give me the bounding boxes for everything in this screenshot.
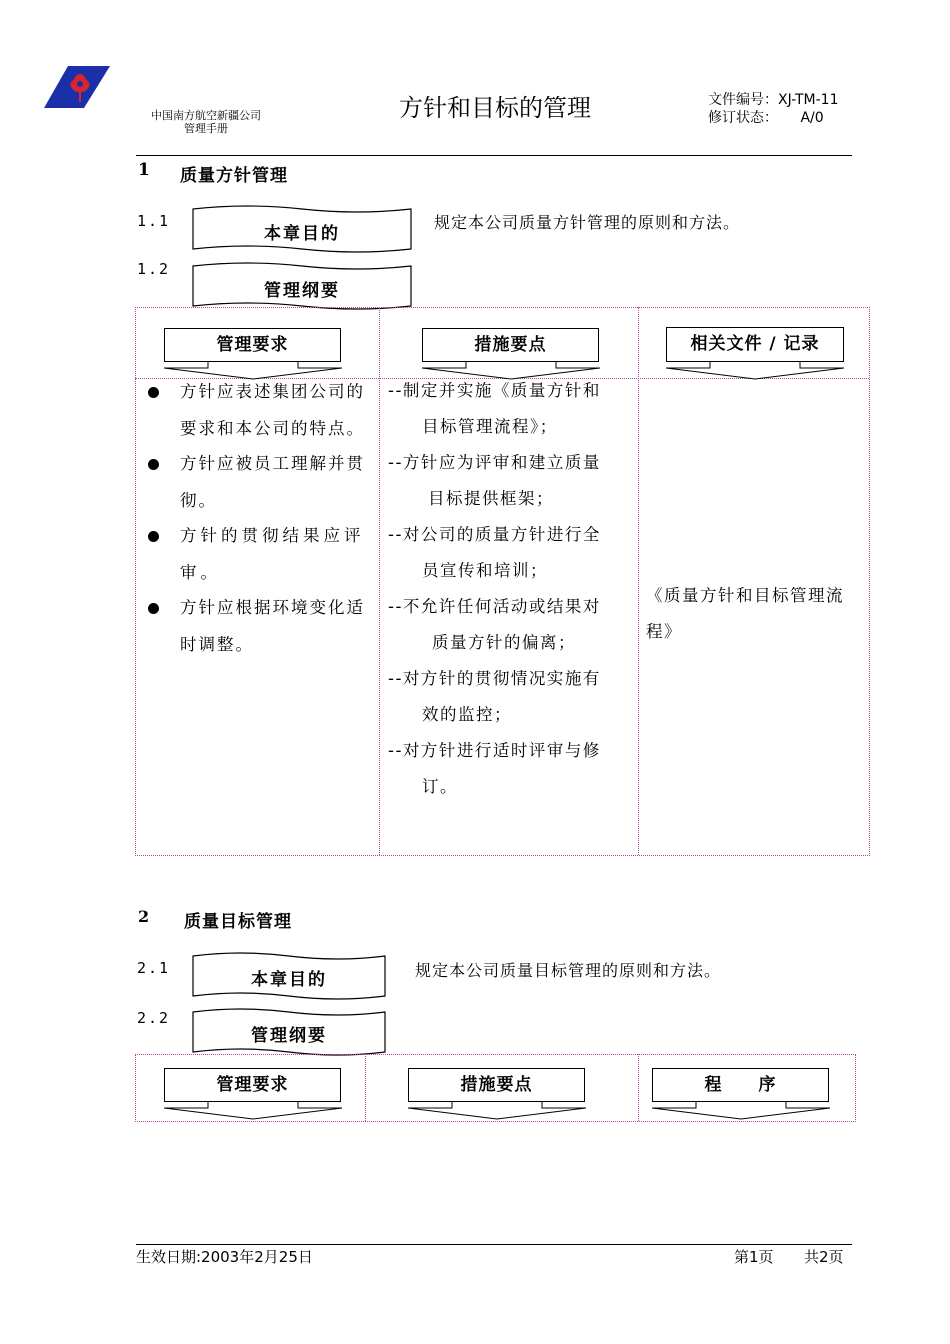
- subsection-1-1-number: 1.1: [137, 212, 171, 230]
- bullet-icon: [148, 531, 159, 542]
- requirement-text: 方针的贯彻结果应评审。: [180, 526, 365, 582]
- page-number: 第1页: [734, 1248, 774, 1266]
- footer-rule: [136, 1244, 852, 1245]
- measure-text: --对方针的贯彻情况实施有: [388, 669, 601, 688]
- revision-label: 修订状态：: [708, 110, 778, 126]
- measure-text-cont: 目标提供框架；: [428, 489, 554, 508]
- bullet-icon: [148, 387, 159, 398]
- effective-date: 生效日期:2003年2月25日: [136, 1248, 313, 1266]
- col-header-label: 程 序: [652, 1068, 829, 1102]
- measure-text: --方针应为评审和建立质量: [388, 453, 601, 472]
- measure-item: [388, 373, 634, 445]
- section-1-number: 1: [138, 160, 150, 180]
- measure-text: --制定并实施《质量方针和: [388, 381, 601, 400]
- col-header-label: 管理要求: [164, 328, 341, 362]
- table-1-divider-a: [379, 307, 380, 855]
- measure-item: [388, 733, 634, 805]
- banner-label: 本章目的: [264, 224, 340, 244]
- subsection-2-1-description: 规定本公司质量目标管理的原则和方法。: [415, 961, 722, 980]
- airline-logo: [40, 62, 112, 112]
- measure-text-cont: 效的监控；: [422, 705, 512, 724]
- measure-item: [388, 445, 634, 517]
- revision-value: A/0: [800, 110, 824, 126]
- company-name: 中国南方航空新疆公司: [151, 109, 261, 122]
- banner-management-outline-2: [192, 1008, 386, 1058]
- subsection-2-1-number: 2.1: [137, 959, 171, 977]
- col-header-requirements-2: [164, 1068, 342, 1120]
- document-title: 方针和目标的管理: [399, 94, 591, 122]
- header-rule: [136, 155, 852, 156]
- col-header-label: 措施要点: [422, 328, 599, 362]
- manual-name: 管理手册: [184, 122, 228, 135]
- requirement-text: 方针应被员工理解并贯彻。: [180, 454, 365, 510]
- subsection-1-2-number: 1.2: [137, 260, 171, 278]
- col-header-related-docs-1: [666, 327, 844, 379]
- banner-label: 管理纲要: [264, 281, 340, 301]
- measure-text-cont: 质量方针的偏离；: [432, 633, 576, 652]
- measure-text: --对方针进行适时评审与修: [388, 741, 601, 760]
- measure-item: [388, 661, 634, 733]
- banner-label: 本章目的: [251, 970, 327, 990]
- measure-text: --对公司的质量方针进行全: [388, 525, 601, 544]
- col-header-procedure-2: [652, 1068, 830, 1120]
- document-number: 文件编号：XJ-TM-11: [708, 92, 839, 108]
- section-2-title: 质量目标管理: [184, 912, 292, 932]
- banner-chapter-purpose-1: [192, 205, 412, 255]
- col-header-label: 管理要求: [164, 1068, 341, 1102]
- page-total: 共2页: [804, 1248, 844, 1266]
- bullet-icon: [148, 459, 159, 470]
- banner-label: 管理纲要: [251, 1026, 327, 1046]
- section-2-number: 2: [138, 907, 150, 926]
- col-header-measures-2: [408, 1068, 586, 1120]
- section-1-title: 质量方针管理: [180, 166, 288, 186]
- bullet-icon: [148, 603, 159, 614]
- measure-text-cont: 员宣传和培训；: [422, 561, 548, 580]
- measure-text-cont: 目标管理流程》；: [422, 417, 558, 436]
- revision-status: [708, 110, 868, 126]
- table-2-divider-a: [365, 1054, 366, 1121]
- col-header-label: 措施要点: [408, 1068, 585, 1102]
- table-1-divider-b: [638, 307, 639, 855]
- subsection-1-1-description: 规定本公司质量方针管理的原则和方法。: [434, 213, 741, 232]
- measure-text: --不允许任何活动或结果对: [388, 597, 601, 616]
- measure-item: [388, 517, 634, 589]
- related-document: 《质量方针和目标管理流程》: [646, 586, 844, 641]
- requirement-text: 方针应表述集团公司的要求和本公司的特点。: [180, 382, 365, 438]
- company-name-block: [136, 109, 276, 135]
- col-header-label: 相关文件 / 记录: [666, 327, 844, 362]
- measure-text-cont: 订。: [422, 777, 458, 796]
- banner-chapter-purpose-2: [192, 952, 386, 1002]
- measure-item: [388, 589, 634, 661]
- table-2-divider-b: [638, 1054, 639, 1121]
- subsection-2-2-number: 2.2: [137, 1009, 171, 1027]
- requirement-text: 方针应根据环境变化适时调整。: [180, 598, 365, 654]
- banner-management-outline-1: [192, 262, 412, 312]
- document-meta: [708, 92, 868, 126]
